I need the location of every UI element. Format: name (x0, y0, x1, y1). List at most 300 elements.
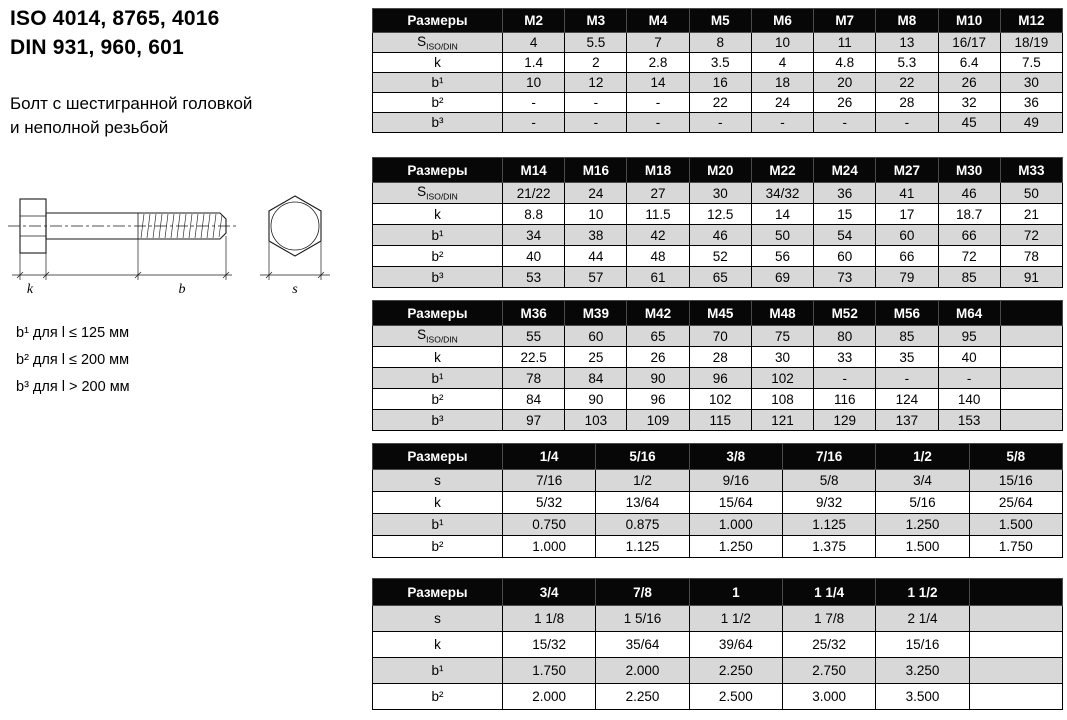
row-label: b² (373, 389, 503, 410)
value-cell: 1.500 (876, 536, 969, 558)
value-cell: 2.000 (596, 658, 689, 684)
size-column-header: M33 (1000, 158, 1062, 183)
value-cell: 30 (689, 183, 751, 204)
product-description (10, 92, 252, 140)
value-cell: 124 (876, 389, 938, 410)
value-cell: 11 (814, 33, 876, 53)
footnote-b1: b¹ для l ≤ 125 мм (16, 325, 130, 341)
value-cell: 60 (814, 246, 876, 267)
size-column-header: M39 (565, 301, 627, 326)
value-cell: 61 (627, 267, 689, 288)
size-column-header: M2 (503, 9, 565, 33)
value-cell (1000, 326, 1062, 347)
size-column-header: M12 (1000, 9, 1062, 33)
table-row (373, 326, 1063, 347)
value-cell: 4.8 (814, 53, 876, 73)
value-cell: 34 (503, 225, 565, 246)
bolt-side-view (8, 199, 236, 297)
value-cell: 8 (689, 33, 751, 53)
value-cell: 53 (503, 267, 565, 288)
footnote-b2: b² для l ≤ 200 мм (16, 352, 130, 368)
value-cell: 40 (938, 347, 1000, 368)
value-cell: 97 (503, 410, 565, 431)
value-cell: 22 (876, 73, 938, 93)
value-cell: - (627, 93, 689, 113)
row-label: b² (373, 684, 503, 710)
value-cell: 4 (751, 53, 813, 73)
size-column-header: M16 (565, 158, 627, 183)
value-cell: 137 (876, 410, 938, 431)
value-cell: 9/16 (689, 470, 782, 492)
value-cell: 9/32 (782, 492, 875, 514)
value-cell: 26 (814, 93, 876, 113)
footnotes (16, 320, 130, 401)
value-cell: 75 (751, 326, 813, 347)
table-row (373, 632, 1063, 658)
inch-table-quarter-to-5-8 (372, 443, 1063, 558)
value-cell (969, 658, 1062, 684)
value-cell: 50 (751, 225, 813, 246)
value-cell: 7 (627, 33, 689, 53)
head-circle (271, 202, 319, 250)
size-column-header: M10 (938, 9, 1000, 33)
value-cell: 73 (814, 267, 876, 288)
value-cell: 85 (938, 267, 1000, 288)
value-cell (969, 632, 1062, 658)
value-cell: 46 (689, 225, 751, 246)
row-label: s (373, 606, 503, 632)
row-label: b² (373, 246, 503, 267)
value-cell: 18 (751, 73, 813, 93)
table-row (373, 492, 1063, 514)
value-cell (969, 684, 1062, 710)
value-cell: 8.8 (503, 204, 565, 225)
value-cell: 57 (565, 267, 627, 288)
size-column-header: 1/4 (503, 444, 596, 470)
value-cell: 54 (814, 225, 876, 246)
value-cell: 25 (565, 347, 627, 368)
value-cell: 2.000 (503, 684, 596, 710)
row-label: k (373, 347, 503, 368)
size-column-header (1000, 301, 1062, 326)
value-cell: - (751, 113, 813, 133)
table-row (373, 470, 1063, 492)
value-cell: 65 (627, 326, 689, 347)
value-cell: 56 (751, 246, 813, 267)
value-cell: 49 (1000, 113, 1062, 133)
value-cell: 0.750 (503, 514, 596, 536)
row-label: k (373, 492, 503, 514)
row-label: b³ (373, 113, 503, 133)
size-column-header: M24 (814, 158, 876, 183)
size-column-header: M45 (689, 301, 751, 326)
table-row (373, 204, 1063, 225)
dim-label-b: b (178, 282, 186, 297)
value-cell: 34/32 (751, 183, 813, 204)
size-column-header: 7/8 (596, 579, 689, 606)
row-label: k (373, 53, 503, 73)
value-cell: 14 (627, 73, 689, 93)
value-cell: 69 (751, 267, 813, 288)
value-cell: 102 (751, 368, 813, 389)
value-cell: 79 (876, 267, 938, 288)
value-cell: 153 (938, 410, 1000, 431)
value-cell: 72 (938, 246, 1000, 267)
value-cell: 21 (1000, 204, 1062, 225)
value-cell: 96 (689, 368, 751, 389)
value-cell: 42 (627, 225, 689, 246)
size-column-header: M18 (627, 158, 689, 183)
size-column-header: 5/16 (596, 444, 689, 470)
table-row (373, 684, 1063, 710)
value-cell: 25/64 (969, 492, 1062, 514)
value-cell: 2.750 (782, 658, 875, 684)
value-cell: 5.5 (565, 33, 627, 53)
table-row (373, 33, 1063, 53)
footnote-b3: b³ для l > 200 мм (16, 379, 130, 395)
header-row (373, 158, 1063, 183)
size-column-header: M64 (938, 301, 1000, 326)
value-cell: 55 (503, 326, 565, 347)
header-row (373, 9, 1063, 33)
inch-table-3-4-to-1-5 (372, 578, 1063, 710)
value-cell: 12.5 (689, 204, 751, 225)
value-cell: 17 (876, 204, 938, 225)
value-cell: 1.375 (782, 536, 875, 558)
size-column-header: 3/4 (503, 579, 596, 606)
table-row (373, 53, 1063, 73)
value-cell: 50 (1000, 183, 1062, 204)
value-cell: 1 1/2 (689, 606, 782, 632)
value-cell: 78 (503, 368, 565, 389)
value-cell: - (503, 93, 565, 113)
value-cell: 25/32 (782, 632, 875, 658)
size-column-header: 1 1/4 (782, 579, 875, 606)
value-cell: 15/64 (689, 492, 782, 514)
size-column-header: M22 (751, 158, 813, 183)
size-column-header: M48 (751, 301, 813, 326)
row-label: b² (373, 93, 503, 113)
row-label: s (373, 470, 503, 492)
header-row (373, 579, 1063, 606)
value-cell: 102 (689, 389, 751, 410)
row-label: $S_{ISO/DIN}$ (373, 183, 503, 204)
size-column-header: M36 (503, 301, 565, 326)
value-cell: 44 (565, 246, 627, 267)
value-cell: 32 (938, 93, 1000, 113)
value-cell: 121 (751, 410, 813, 431)
value-cell: 5/32 (503, 492, 596, 514)
value-cell (969, 606, 1062, 632)
value-cell: 7.5 (1000, 53, 1062, 73)
dimension-lines (12, 236, 232, 280)
value-cell: 15/16 (876, 632, 969, 658)
size-column-header (969, 579, 1062, 606)
value-cell: 66 (876, 246, 938, 267)
value-cell: 22.5 (503, 347, 565, 368)
size-column-header: M4 (627, 9, 689, 33)
value-cell: 85 (876, 326, 938, 347)
value-cell: 1.4 (503, 53, 565, 73)
value-cell: 91 (1000, 267, 1062, 288)
value-cell: 22 (689, 93, 751, 113)
table-row (373, 225, 1063, 246)
value-cell: 45 (938, 113, 1000, 133)
value-cell: 46 (938, 183, 1000, 204)
table-row (373, 113, 1063, 133)
table-row (373, 347, 1063, 368)
value-cell: 10 (565, 204, 627, 225)
metric-table-m36-m64 (372, 300, 1063, 431)
value-cell: 6.4 (938, 53, 1000, 73)
value-cell: 90 (627, 368, 689, 389)
size-column-header: M42 (627, 301, 689, 326)
description-line-1: Болт с шестигранной головкой (10, 94, 253, 113)
table-row (373, 246, 1063, 267)
bolt-drawing (6, 186, 346, 298)
iso-standards: ISO 4014, 8765, 4016 (10, 7, 220, 30)
value-cell: 16/17 (938, 33, 1000, 53)
row-label: $S_{ISO/DIN}$ (373, 326, 503, 347)
value-cell: 1 7/8 (782, 606, 875, 632)
value-cell: 1.500 (969, 514, 1062, 536)
dim-label-k: k (26, 282, 34, 297)
value-cell: 10 (503, 73, 565, 93)
value-cell: - (689, 113, 751, 133)
value-cell: - (565, 93, 627, 113)
value-cell: - (503, 113, 565, 133)
hex-head-outline (269, 196, 321, 256)
value-cell: 109 (627, 410, 689, 431)
value-cell: 18/19 (1000, 33, 1062, 53)
value-cell (1000, 347, 1062, 368)
size-column-header: M14 (503, 158, 565, 183)
value-cell: 1.000 (503, 536, 596, 558)
value-cell: 33 (814, 347, 876, 368)
value-cell: 30 (1000, 73, 1062, 93)
value-cell: 1.250 (876, 514, 969, 536)
size-column-header: M5 (689, 9, 751, 33)
value-cell: 1/2 (596, 470, 689, 492)
value-cell (1000, 368, 1062, 389)
table-row (373, 514, 1063, 536)
size-column-header: M30 (938, 158, 1000, 183)
value-cell: 103 (565, 410, 627, 431)
table-row (373, 93, 1063, 113)
value-cell: 26 (627, 347, 689, 368)
value-cell: 28 (876, 93, 938, 113)
value-cell: 2 1/4 (876, 606, 969, 632)
size-column-header: 1/2 (876, 444, 969, 470)
size-column-header: M7 (814, 9, 876, 33)
row-label: b¹ (373, 514, 503, 536)
value-cell: 27 (627, 183, 689, 204)
value-cell: 15/16 (969, 470, 1062, 492)
value-cell: 26 (938, 73, 1000, 93)
bolt-hex-view (260, 196, 330, 297)
value-cell: 3.500 (876, 684, 969, 710)
value-cell: 115 (689, 410, 751, 431)
table-row (373, 267, 1063, 288)
value-cell: 65 (689, 267, 751, 288)
row-label: b² (373, 536, 503, 558)
value-cell: - (876, 113, 938, 133)
value-cell: 15 (814, 204, 876, 225)
value-cell: 60 (565, 326, 627, 347)
value-cell: 52 (689, 246, 751, 267)
value-cell: 5/16 (876, 492, 969, 514)
row-label: b¹ (373, 368, 503, 389)
row-label: b³ (373, 410, 503, 431)
value-cell: 2.500 (689, 684, 782, 710)
table-row (373, 183, 1063, 204)
value-cell: 70 (689, 326, 751, 347)
value-cell: 35 (876, 347, 938, 368)
table-row (373, 658, 1063, 684)
din-standards: DIN 931, 960, 601 (10, 36, 184, 59)
table-row (373, 410, 1063, 431)
value-cell: 21/22 (503, 183, 565, 204)
size-column-header: M52 (814, 301, 876, 326)
value-cell: - (814, 368, 876, 389)
value-cell: 2 (565, 53, 627, 73)
value-cell: 1.125 (782, 514, 875, 536)
value-cell: 39/64 (689, 632, 782, 658)
size-column-header: 1 1/2 (876, 579, 969, 606)
value-cell: - (876, 368, 938, 389)
sizes-header: Размеры (373, 158, 503, 183)
value-cell: 2.250 (689, 658, 782, 684)
value-cell: 3/4 (876, 470, 969, 492)
table-row (373, 389, 1063, 410)
value-cell: 24 (565, 183, 627, 204)
value-cell: 40 (503, 246, 565, 267)
value-cell: 36 (1000, 93, 1062, 113)
value-cell: 15/32 (503, 632, 596, 658)
sizes-header: Размеры (373, 9, 503, 33)
value-cell: 96 (627, 389, 689, 410)
value-cell: 16 (689, 73, 751, 93)
value-cell: 1 5/16 (596, 606, 689, 632)
value-cell: 3.250 (876, 658, 969, 684)
value-cell: 28 (689, 347, 751, 368)
size-column-header: M20 (689, 158, 751, 183)
value-cell: 72 (1000, 225, 1062, 246)
value-cell: 66 (938, 225, 1000, 246)
value-cell: 1.000 (689, 514, 782, 536)
value-cell: 38 (565, 225, 627, 246)
value-cell: 108 (751, 389, 813, 410)
size-column-header: M6 (751, 9, 813, 33)
value-cell: 20 (814, 73, 876, 93)
standards-title (10, 4, 220, 62)
value-cell: 78 (1000, 246, 1062, 267)
value-cell: 4 (503, 33, 565, 53)
size-column-header: M8 (876, 9, 938, 33)
value-cell: 24 (751, 93, 813, 113)
header-row (373, 301, 1063, 326)
value-cell: 1.125 (596, 536, 689, 558)
size-column-header: 1 (689, 579, 782, 606)
value-cell: 80 (814, 326, 876, 347)
value-cell (1000, 410, 1062, 431)
row-label: b¹ (373, 225, 503, 246)
value-cell: 36 (814, 183, 876, 204)
value-cell: 35/64 (596, 632, 689, 658)
value-cell: 3.000 (782, 684, 875, 710)
sizes-header: Размеры (373, 579, 503, 606)
dim-label-s: s (292, 282, 298, 297)
row-label: b³ (373, 267, 503, 288)
value-cell (1000, 389, 1062, 410)
row-label: b¹ (373, 73, 503, 93)
value-cell: - (565, 113, 627, 133)
value-cell: 41 (876, 183, 938, 204)
value-cell: 18.7 (938, 204, 1000, 225)
value-cell: 90 (565, 389, 627, 410)
header-row (373, 444, 1063, 470)
sizes-header: Размеры (373, 301, 503, 326)
value-cell: 84 (503, 389, 565, 410)
table-row (373, 73, 1063, 93)
size-column-header: M56 (876, 301, 938, 326)
value-cell: 7/16 (503, 470, 596, 492)
metric-table-m2-m12 (372, 8, 1063, 133)
value-cell: 3.5 (689, 53, 751, 73)
value-cell: 1.750 (969, 536, 1062, 558)
sizes-header: Размеры (373, 444, 503, 470)
value-cell: 2.8 (627, 53, 689, 73)
value-cell: 1.250 (689, 536, 782, 558)
size-column-header: M27 (876, 158, 938, 183)
row-label: k (373, 204, 503, 225)
value-cell: 95 (938, 326, 1000, 347)
value-cell: 116 (814, 389, 876, 410)
value-cell: 1.750 (503, 658, 596, 684)
value-cell: - (938, 368, 1000, 389)
table-row (373, 606, 1063, 632)
value-cell: 2.250 (596, 684, 689, 710)
value-cell: 14 (751, 204, 813, 225)
value-cell: 30 (751, 347, 813, 368)
value-cell: 5/8 (782, 470, 875, 492)
value-cell: 10 (751, 33, 813, 53)
value-cell: 13/64 (596, 492, 689, 514)
value-cell: - (627, 113, 689, 133)
metric-table-m14-m33 (372, 157, 1063, 288)
value-cell: 11.5 (627, 204, 689, 225)
value-cell: 60 (876, 225, 938, 246)
size-column-header: 7/16 (782, 444, 875, 470)
value-cell: 0.875 (596, 514, 689, 536)
table-row (373, 368, 1063, 389)
value-cell: 13 (876, 33, 938, 53)
value-cell: - (814, 113, 876, 133)
size-column-header: 5/8 (969, 444, 1062, 470)
row-label: k (373, 632, 503, 658)
value-cell: 1 1/8 (503, 606, 596, 632)
row-label: $S_{ISO/DIN}$ (373, 33, 503, 53)
row-label: b¹ (373, 658, 503, 684)
value-cell: 48 (627, 246, 689, 267)
value-cell: 12 (565, 73, 627, 93)
description-line-2: и неполной резьбой (10, 118, 169, 137)
size-column-header: 3/8 (689, 444, 782, 470)
value-cell: 140 (938, 389, 1000, 410)
size-column-header: M3 (565, 9, 627, 33)
table-row (373, 536, 1063, 558)
value-cell: 5.3 (876, 53, 938, 73)
